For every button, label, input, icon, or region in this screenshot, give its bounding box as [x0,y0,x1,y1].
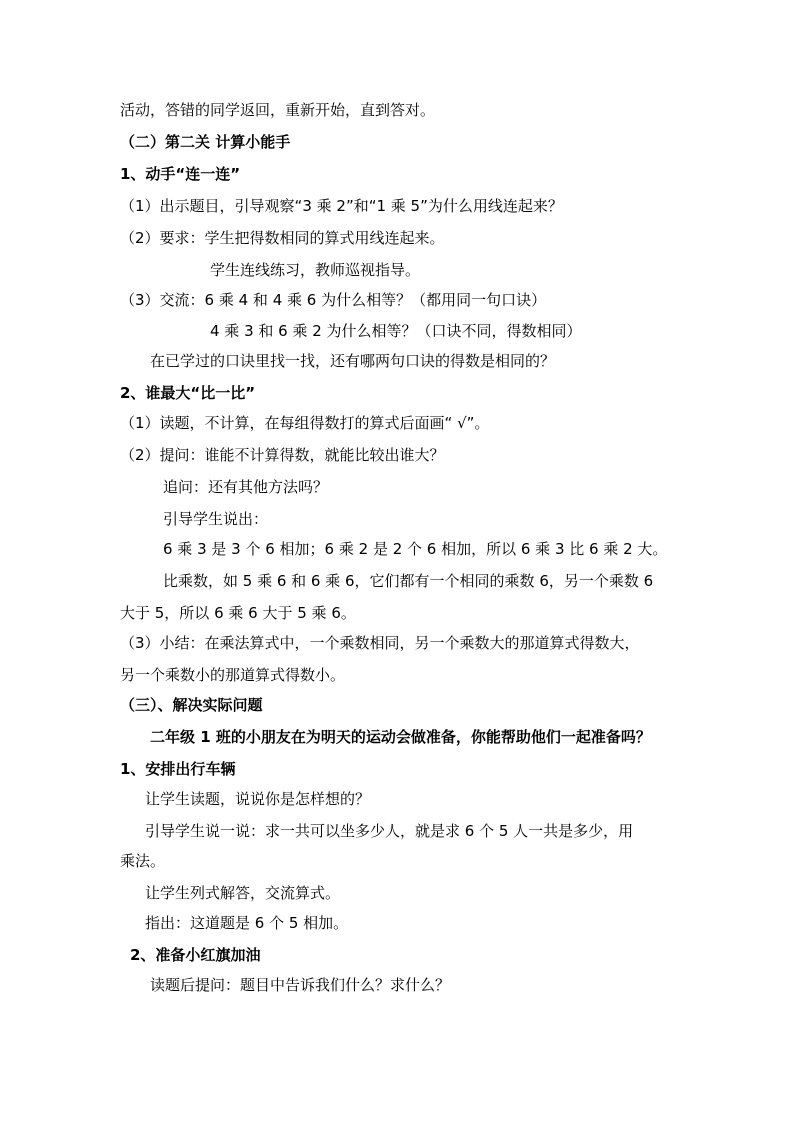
text-line: 追问：还有其他方法吗？ [163,478,329,496]
text-line: 在已学过的口诀里找一找，还有哪两句口诀的得数是相同的？ [150,352,556,370]
text-line: 另一个乘数小的那道算式得数小。 [120,666,346,684]
text-line: （3）小结：在乘法算式中，一个乘数相同，另一个乘数大的那道算式得数大， [120,634,640,652]
subsection-heading: 2、准备小红旗加油 [130,946,261,964]
text-line: 引导学生说出： [163,510,269,528]
text-line: 让学生读题，说说你是怎样想的？ [145,790,371,808]
problem-statement: 二年级 1 班的小朋友在为明天的运动会做准备，你能帮助他们一起准备吗？ [150,728,651,746]
text-line: 活动，答错的同学返回，重新开始，直到答对。 [120,101,436,119]
text-line: 指出：这道题是 6 个 5 相加。 [145,914,349,932]
section-heading: （二）第二关 计算小能手 [120,133,291,151]
text-line: （2）提问：谁能不计算得数，就能比较出谁大？ [120,446,445,464]
subsection-heading: 2、谁最大“比一比” [120,384,256,402]
text-line: （3）交流：6 乘 4 和 4 乘 6 为什么相等？（都用同一句口诀） [120,291,547,309]
text-line: 学生连线练习，教师巡视指导。 [210,261,421,279]
subsection-heading: 1、安排出行车辆 [120,760,236,778]
text-line: 4 乘 3 和 6 乘 2 为什么相等？（口诀不同，得数相同） [210,322,582,340]
section-heading: （三）、解决实际问题 [120,696,263,714]
text-line: 6 乘 3 是 3 个 6 相加；6 乘 2 是 2 个 6 相加，所以 6 乘 3 比 6 乘 2 大。 [163,540,668,558]
text-line: 大于 5，所以 6 乘 6 大于 5 乘 6。 [120,604,356,622]
text-line: （1）读题，不计算，在每组得数打的算式后面画“ √”。 [120,414,490,432]
text-line: 比乘数，如 5 乘 6 和 6 乘 6，它们都有一个相同的乘数 6，另一个乘数 6 [163,572,654,590]
text-line: 乘法。 [120,852,166,870]
text-line: 读题后提问：题目中告诉我们什么？求什么？ [150,976,451,994]
text-line: （1）出示题目，引导观察“3 乘 2”和“1 乘 5”为什么用线连起来？ [120,197,563,215]
subsection-heading: 1、动手“连一连” [120,165,241,183]
text-line: 引导学生说一说：求一共可以坐多少人，就是求 6 个 5 人一共是多少，用 [145,822,634,840]
text-line: 让学生列式解答，交流算式。 [145,884,341,902]
text-line: （2）要求：学生把得数相同的算式用线连起来。 [120,229,445,247]
